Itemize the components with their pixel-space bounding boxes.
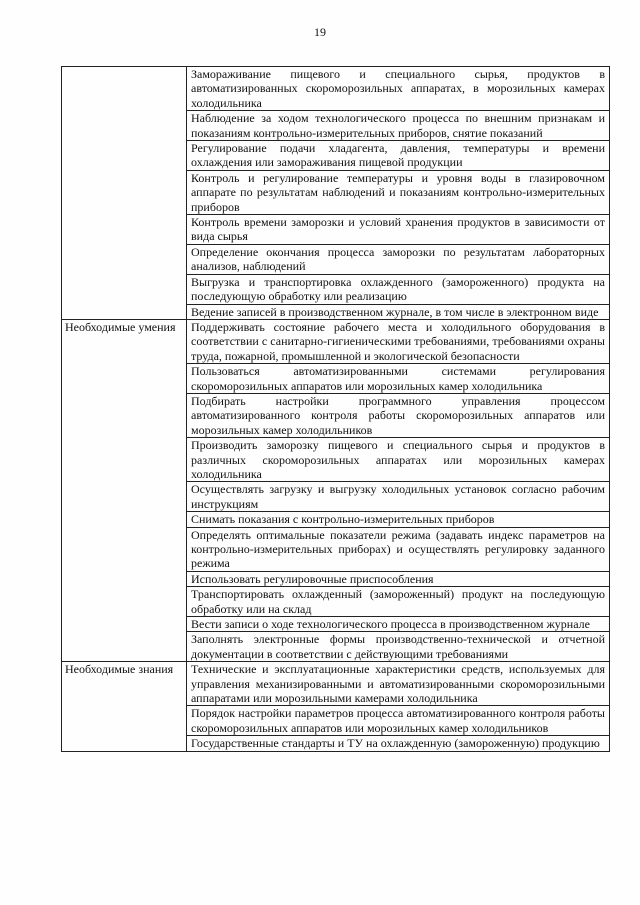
requirement-cell: Замораживание пищевого и специального сырья, продуктов в автоматизированных скороморозильных аппаратах, в морозильных камерах холодильника	[187, 67, 610, 111]
requirement-cell: Производить заморозку пищевого и специального сырья и продуктов в различных скороморозильных аппаратах или морозильных камерах холодильника	[187, 438, 610, 482]
table-row	[62, 662, 610, 706]
requirement-cell: Определять оптимальные показатели режима (задавать индекс параметров на контрольно-измерительных приборах) и осуществлять регулировку заданного режима	[187, 527, 610, 571]
category-cell: Необходимые знания	[62, 662, 187, 751]
category-cell	[62, 67, 187, 320]
requirement-cell: Заполнять электронные формы производственно-технической и отчетной документации в соответствии с действующими требованиями	[187, 632, 610, 662]
requirement-cell: Определение окончания процесса заморозки по результатам лабораторных анализов, наблюдений	[187, 244, 610, 274]
requirement-cell: Ведение записей в производственном журнале, в том числе в электронном виде	[187, 304, 610, 319]
requirement-cell: Выгрузка и транспортировка охлажденного (замороженного) продукта на последующую обработку или реализацию	[187, 274, 610, 304]
requirement-cell: Подбирать настройки программного управления процессом автоматизированного контроля работы скороморозильных аппаратов или морозильных камер холодильников	[187, 393, 610, 437]
requirement-cell: Государственные стандарты и ТУ на охлажденную (замороженную) продукцию	[187, 736, 610, 751]
page-number: 19	[314, 25, 326, 39]
requirement-cell: Наблюдение за ходом технологического процесса по внешним признакам и показаниям контрольно-измерительных приборов, снятие показаний	[187, 111, 610, 141]
requirement-cell: Использовать регулировочные приспособления	[187, 571, 610, 586]
table-row	[62, 319, 610, 363]
requirement-cell: Пользоваться автоматизированными системами регулирования скороморозильных аппаратов или морозильных камер холодильника	[187, 364, 610, 394]
qualification-table-body	[62, 67, 610, 752]
requirement-cell: Технические и эксплуатационные характеристики средств, используемых для управления механизированными и автоматизированными скороморозильными аппаратами или морозильными камерами холодильника	[187, 662, 610, 706]
requirement-cell: Контроль и регулирование температуры и уровня воды в глазировочном аппарате по результатам наблюдений и показаниям контрольно-измерительных приборов	[187, 170, 610, 214]
qualification-table	[61, 66, 610, 752]
requirement-cell: Снимать показания с контрольно-измерительных приборов	[187, 512, 610, 527]
category-cell: Необходимые умения	[62, 319, 187, 661]
requirement-cell: Контроль времени заморозки и условий хранения продуктов в зависимости от вида сырья	[187, 215, 610, 245]
requirement-cell: Осуществлять загрузку и выгрузку холодильных установок согласно рабочим инструкциям	[187, 482, 610, 512]
requirement-cell: Транспортировать охлажденный (замороженный) продукт на последующую обработку или на склад	[187, 587, 610, 617]
requirement-cell: Порядок настройки параметров процесса автоматизированного контроля работы скороморозильных аппаратов или морозильных камер холодильников	[187, 706, 610, 736]
requirement-cell: Регулирование подачи хладагента, давления, температуры и времени охлаждения или замораживания пищевой продукции	[187, 141, 610, 171]
requirement-cell: Вести записи о ходе технологического процесса в производственном журнале	[187, 617, 610, 632]
requirement-cell: Поддерживать состояние рабочего места и холодильного оборудования в соответствии с санитарно-гигиеническими требованиями, требованиями охраны труда, пожарной, промышленной и экологической безопасности	[187, 319, 610, 363]
table-row	[62, 67, 610, 111]
